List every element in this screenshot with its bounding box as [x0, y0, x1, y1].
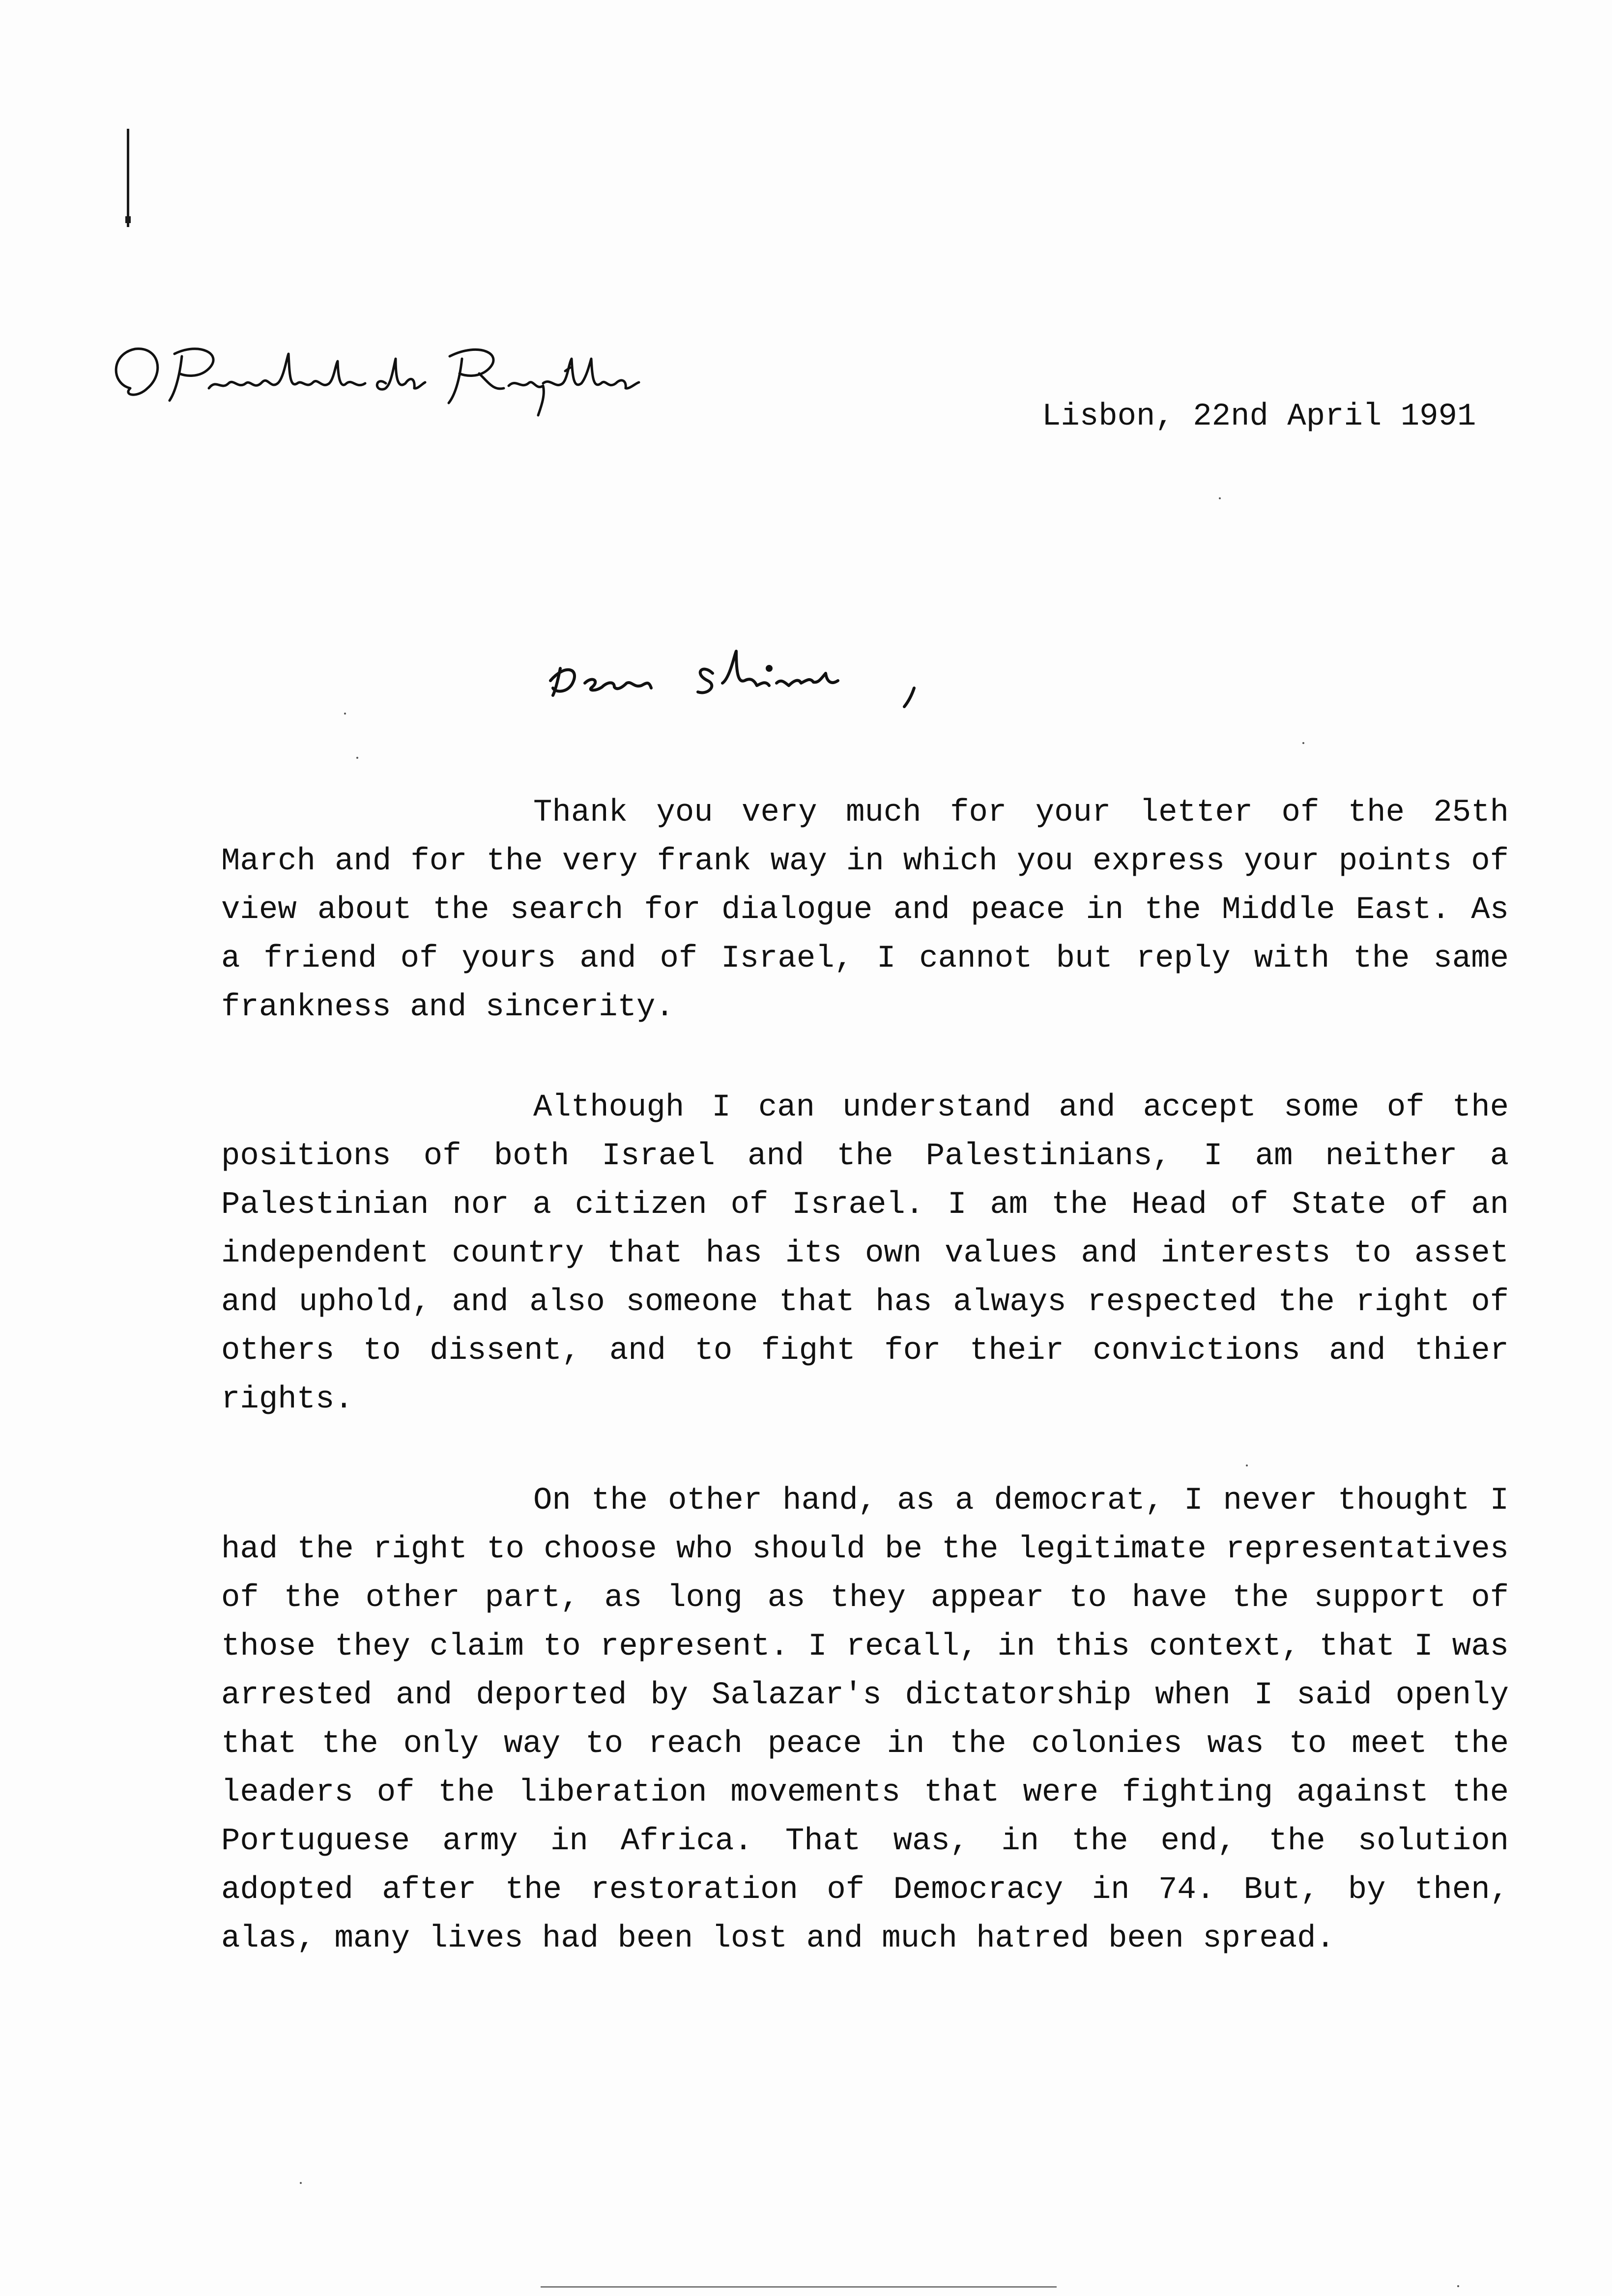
- margin-mark-dot: [125, 216, 131, 223]
- body-paragraph-1: Thank you very much for your letter of the 25th March and for the very frank way in which you express your points of view about the search for dialogue and peace in the Middle East. As a friend of yours and of Israel, I cannot but reply with the same frankness and sincerity.: [221, 795, 1509, 1025]
- scan-speck: [1246, 1464, 1248, 1466]
- scan-speck: [1457, 2285, 1459, 2287]
- body-paragraph-3: On the other hand, as a democrat, I never thought I had the right to choose who should be the legitimate representatives of the other part, as long as they appear to have the support of those they claim to represent. I recall, in this context, that I was arrested and deported by Salazar's dictatorship when I said openly that the only way to reach peace in the colonies was to meet the leaders of the liberation movements that were fighting against the Portuguese army in Africa. That was, in the end, the solution adopted after the restoration of Democracy in 74. But, by then, alas, many lives had been lost and much hatred been spread.: [221, 1483, 1509, 1956]
- scan-speck: [344, 713, 346, 715]
- letter-date: Lisbon, 22nd April 1991: [1042, 399, 1476, 434]
- scan-speck: [1219, 497, 1221, 499]
- letterhead-logo: [101, 334, 691, 432]
- margin-mark: [127, 129, 129, 227]
- handwritten-salutation: [546, 634, 988, 713]
- scan-speck: [1302, 742, 1304, 744]
- body-paragraph-2: Although I can understand and accept some of the positions of both Israel and the Palestinians, I am neither a Palestinian nor a citizen of Israel. I am the Head of State of an independent country that has its own values and interests to asset and uphold, and also someone that has always respected the right of others to dissent, and to fight for their convictions and thier rights.: [221, 1090, 1509, 1417]
- scan-speck: [356, 757, 358, 759]
- page-bottom-rule: [541, 2286, 1057, 2288]
- scan-speck: [300, 2182, 302, 2184]
